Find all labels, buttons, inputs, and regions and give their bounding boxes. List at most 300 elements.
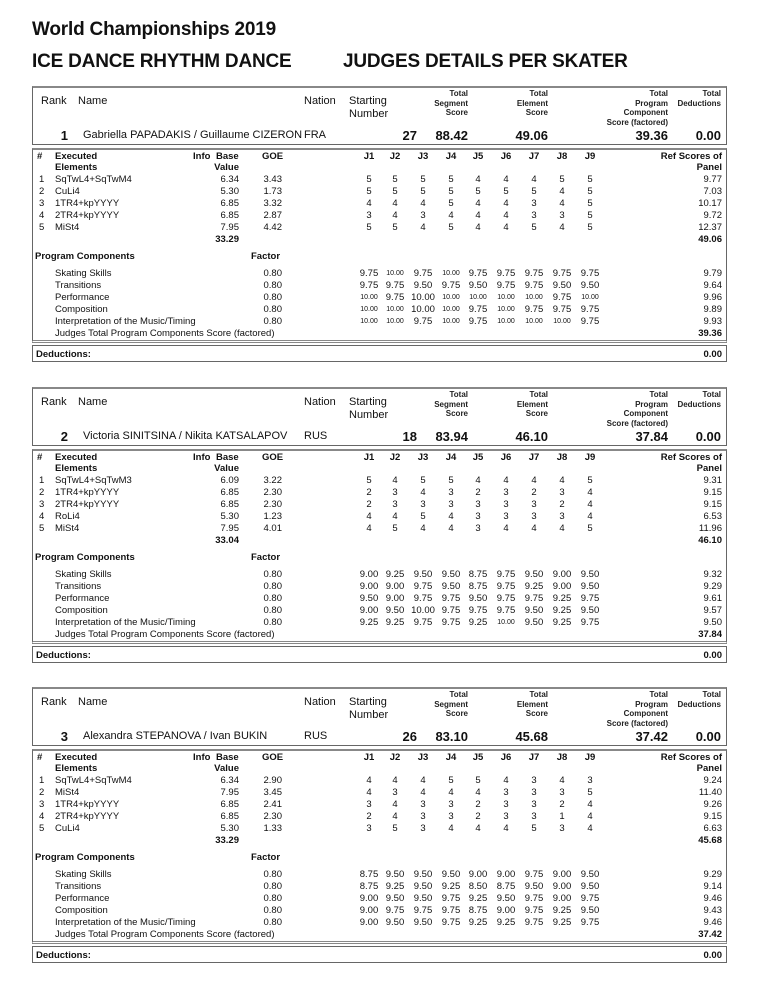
judge-goe-mark: 4 [475,174,481,185]
col-judge-header: J4 [445,452,457,463]
element-goe: 1.23 [263,511,282,522]
deductions-value: 0.00 [703,650,722,661]
element-number: 3 [39,198,45,209]
total-deductions: 0.00 [695,128,721,143]
judge-goe-mark: 3 [420,499,426,510]
judge-component-mark: 9.75 [580,593,600,604]
component-ref-score: 9.14 [703,881,722,892]
judge-component-mark: 9.25 [468,617,488,628]
judge-component-mark: 10.00 [581,294,599,301]
judge-goe-mark: 4 [420,787,426,798]
element-number: 3 [39,799,45,810]
element-number: 4 [39,511,45,522]
judge-component-mark: 9.00 [552,881,572,892]
judge-component-mark: 9.75 [413,593,433,604]
judge-goe-mark: 3 [392,499,398,510]
judge-goe-mark: 4 [559,775,565,786]
judge-goe-mark: 3 [503,811,509,822]
element-ref-score: 9.26 [703,799,722,810]
col-value-header: Value [214,162,239,173]
element-ref-score: 9.15 [703,499,722,510]
judge-goe-mark: 4 [503,475,509,486]
judge-component-mark: 9.75 [496,280,516,291]
ded-label-line2: Deductions [677,699,721,709]
judge-goe-mark: 5 [475,186,481,197]
judge-goe-mark: 5 [448,186,454,197]
judge-goe-mark: 5 [392,222,398,233]
judge-goe-mark: 4 [531,174,537,185]
judge-goe-mark: 3 [448,799,454,810]
component-factor: 0.80 [263,881,282,892]
judge-component-mark: 8.75 [359,869,379,880]
judge-component-mark: 9.75 [552,304,572,315]
tes-label [493,89,548,118]
judge-component-mark: 9.25 [552,605,572,616]
judge-component-mark: 9.75 [385,280,405,291]
judge-goe-mark: 4 [475,198,481,209]
program-components-header: Program Components [35,852,135,863]
element-name: SqTwL4+SqTwM4 [55,174,132,185]
element-goe: 2.30 [263,811,282,822]
judge-goe-mark: 5 [420,174,426,185]
col-panel-header: Panel [696,763,722,774]
judge-component-mark: 9.75 [468,304,488,315]
judge-goe-mark: 5 [366,222,372,233]
tss-label [413,690,468,719]
judge-component-mark: 9.50 [441,869,461,880]
judge-goe-mark: 3 [420,823,426,834]
skater-summary [32,687,727,746]
judge-component-mark: 9.25 [359,617,379,628]
col-base-header: Base [216,151,239,162]
ded-label-line1: Total [702,89,721,98]
judge-goe-mark: 3 [503,487,509,498]
col-judge-header: J3 [417,752,429,763]
judge-goe-mark: 4 [503,174,509,185]
col-judge-header: J5 [472,452,484,463]
judge-component-mark: 9.75 [524,893,544,904]
judge-component-mark: 9.25 [468,893,488,904]
tss-label-line1: Total [449,690,468,699]
element-name: 2TR4+kpYYYY [55,210,120,221]
deductions-row [32,946,727,963]
judge-goe-mark: 4 [448,823,454,834]
judge-goe-mark: 3 [448,487,454,498]
judge-goe-mark: 4 [366,523,372,534]
judge-goe-mark: 5 [420,475,426,486]
judge-goe-mark: 5 [587,222,593,233]
element-name: 2TR4+kpYYYY [55,499,120,510]
element-goe: 1.33 [263,823,282,834]
judge-goe-mark: 3 [531,787,537,798]
component-ref-score: 9.50 [703,617,722,628]
component-name: Skating Skills [55,268,112,279]
pcs-label-line2: Program [635,98,668,108]
program-components-header: Program Components [35,251,135,262]
judge-component-mark: 10.00 [497,306,515,313]
judge-component-mark: 9.50 [441,581,461,592]
judge-goe-mark: 2 [475,487,481,498]
judge-goe-mark: 4 [366,198,372,209]
col-judge-header: J9 [584,752,596,763]
ded-label-line2: Deductions [677,399,721,409]
judge-component-mark: 9.75 [524,280,544,291]
judge-component-mark: 9.50 [580,605,600,616]
col-goe-header: GOE [262,752,284,763]
element-name: SqTwL4+SqTwM3 [55,475,132,486]
pcs-label [583,390,668,428]
rank-value: 3 [60,729,68,744]
judge-component-mark: 9.75 [413,905,433,916]
judge-goe-mark: 5 [531,823,537,834]
judge-component-mark: 9.75 [468,268,488,279]
judge-component-mark: 9.75 [385,292,405,303]
element-base-value: 6.85 [220,499,239,510]
judge-goe-mark: 4 [559,198,565,209]
judge-goe-mark: 5 [392,174,398,185]
judge-component-mark: 9.75 [413,617,433,628]
ded-label-line1: Total [702,390,721,399]
tes-label [493,690,548,719]
col-judge-header: J1 [363,151,375,162]
component-name: Interpretation of the Music/Timing [55,316,196,327]
deductions-label: Deductions: [36,349,91,360]
judge-component-mark: 9.75 [413,268,433,279]
total-deductions: 0.00 [695,429,721,444]
element-ref-score: 7.03 [703,186,722,197]
col-num-header: # [37,452,43,463]
judge-component-mark: 10.00 [442,306,460,313]
starting-label: Starting [349,696,387,708]
judge-goe-mark: 4 [392,511,398,522]
judge-goe-mark: 5 [420,186,426,197]
judge-goe-mark: 3 [420,811,426,822]
judge-goe-mark: 3 [531,511,537,522]
judge-component-mark: 9.25 [552,905,572,916]
pcs-total: 39.36 [698,328,722,339]
ded-label-line1: Total [702,690,721,699]
tes-label-line3: Score [525,709,548,718]
judge-goe-mark: 3 [503,799,509,810]
tss-label [413,390,468,419]
event-title: World Championships 2019 [32,19,277,40]
judge-goe-mark: 3 [559,210,565,221]
component-factor: 0.80 [263,569,282,580]
col-ref-header: Ref Scores of [660,752,722,763]
col-value-header: Value [214,463,239,474]
judge-goe-mark: 5 [587,174,593,185]
judge-component-mark: 9.50 [524,617,544,628]
judge-component-mark: 9.00 [359,569,379,580]
element-goe: 4.01 [263,523,282,534]
element-name: CuLi4 [55,823,80,834]
judge-component-mark: 9.25 [385,617,405,628]
total-segment-score: 88.42 [435,128,468,143]
judge-goe-mark: 3 [503,787,509,798]
component-ref-score: 9.29 [703,869,722,880]
judge-goe-mark: 3 [559,787,565,798]
element-number: 1 [39,775,45,786]
judge-component-mark: 9.25 [468,917,488,928]
judge-goe-mark: 3 [531,799,537,810]
judge-goe-mark: 3 [475,499,481,510]
judge-component-mark: 10.00 [386,270,404,277]
element-name: SqTwL4+SqTwM4 [55,775,132,786]
judge-goe-mark: 4 [475,222,481,233]
judge-goe-mark: 3 [531,811,537,822]
judge-component-mark: 9.50 [580,905,600,916]
rank-label: Rank [41,396,67,408]
judge-component-mark: 9.50 [580,569,600,580]
judge-goe-mark: 5 [448,198,454,209]
judge-goe-mark: 5 [587,787,593,798]
element-base-value: 6.85 [220,811,239,822]
judge-component-mark: 10.00 [497,294,515,301]
tss-label-line3: Score [445,709,468,718]
judge-component-mark: 9.00 [359,905,379,916]
judge-component-mark: 9.50 [524,569,544,580]
judge-component-mark: 8.75 [468,905,488,916]
judge-component-mark: 9.00 [385,581,405,592]
judge-component-mark: 9.50 [580,881,600,892]
judge-goe-mark: 4 [559,186,565,197]
judge-component-mark: 10.00 [442,270,460,277]
element-base-value: 6.34 [220,174,239,185]
element-score-total: 49.06 [698,234,722,245]
judge-component-mark: 9.75 [580,268,600,279]
tes-label-line2: Element [516,98,548,108]
element-ref-score: 9.24 [703,775,722,786]
skater-summary [32,86,727,145]
judge-component-mark: 9.50 [552,280,572,291]
tss-label-line1: Total [449,390,468,399]
judge-component-mark: 9.25 [385,881,405,892]
judge-goe-mark: 4 [420,222,426,233]
judge-component-mark: 9.75 [496,605,516,616]
col-executed-header: Executed [55,752,98,763]
total-pcs: 39.36 [635,128,668,143]
judge-component-mark: 9.00 [385,593,405,604]
judge-goe-mark: 4 [587,811,593,822]
element-name: MiSt4 [55,787,80,798]
judge-goe-mark: 3 [366,799,372,810]
col-info-header: Info [193,752,211,763]
component-factor: 0.80 [263,905,282,916]
judges-total-pcs-label: Judges Total Program Components Score (factored) [55,328,275,339]
element-name: 1TR4+kpYYYY [55,487,120,498]
tes-label-line2: Element [516,699,548,709]
element-number: 5 [39,823,45,834]
judges-total-pcs-label: Judges Total Program Components Score (factored) [55,929,275,940]
component-ref-score: 9.61 [703,593,722,604]
judge-component-mark: 9.75 [580,917,600,928]
element-goe: 2.30 [263,487,282,498]
element-ref-score: 11.96 [698,523,722,534]
nation-value: RUS [304,430,328,442]
judge-component-mark: 9.75 [385,905,405,916]
judge-goe-mark: 2 [366,499,372,510]
total-deductions: 0.00 [695,729,721,744]
deductions-row [32,646,727,663]
deductions-label: Deductions: [36,650,91,661]
element-ref-score: 9.77 [703,174,722,185]
judge-component-mark: 9.50 [580,581,600,592]
judge-goe-mark: 3 [503,499,509,510]
component-factor: 0.80 [263,316,282,327]
judge-component-mark: 10.00 [411,605,435,616]
judge-component-mark: 9.50 [385,605,405,616]
judge-component-mark: 9.50 [524,881,544,892]
judge-goe-mark: 3 [420,799,426,810]
judge-component-mark: 9.75 [441,605,461,616]
element-goe: 3.22 [263,475,282,486]
judge-goe-mark: 4 [559,222,565,233]
judge-component-mark: 9.00 [496,905,516,916]
judge-component-mark: 9.75 [441,593,461,604]
judge-goe-mark: 4 [420,198,426,209]
col-elements-header: Elements [55,763,98,774]
judge-goe-mark: 5 [366,186,372,197]
deductions-value: 0.00 [703,950,722,961]
col-goe-header: GOE [262,452,284,463]
judge-goe-mark: 4 [475,210,481,221]
judge-goe-mark: 4 [559,523,565,534]
judge-goe-mark: 2 [475,799,481,810]
col-judge-header: J8 [556,452,568,463]
judge-goe-mark: 5 [448,222,454,233]
element-goe: 3.45 [263,787,282,798]
component-factor: 0.80 [263,304,282,315]
component-name: Skating Skills [55,869,112,880]
segment-title: ICE DANCE RHYTHM DANCE [32,51,292,72]
judge-goe-mark: 5 [587,523,593,534]
total-segment-score: 83.10 [435,729,468,744]
pcs-label-line4: Score (factored) [606,418,668,428]
element-score-total: 45.68 [698,835,722,846]
judge-component-mark: 9.75 [524,869,544,880]
judge-component-mark: 9.75 [580,893,600,904]
judge-goe-mark: 3 [392,487,398,498]
judge-goe-mark: 4 [475,475,481,486]
component-ref-score: 9.96 [703,292,722,303]
col-info-header: Info [193,151,211,162]
judge-component-mark: 8.75 [359,881,379,892]
judge-goe-mark: 3 [559,511,565,522]
tss-label-line2: Segment [434,399,468,409]
judge-component-mark: 9.75 [496,581,516,592]
judge-component-mark: 9.00 [359,581,379,592]
judge-goe-mark: 5 [392,823,398,834]
judge-component-mark: 9.50 [496,893,516,904]
judge-component-mark: 9.50 [413,869,433,880]
judge-goe-mark: 4 [448,523,454,534]
starting-number: 27 [402,128,417,143]
col-judge-header: J3 [417,452,429,463]
number-label: Number [349,409,389,421]
element-goe: 2.30 [263,499,282,510]
col-judge-header: J2 [389,452,401,463]
component-name: Performance [55,292,110,303]
col-value-header: Value [214,763,239,774]
element-base-value: 5.30 [220,186,239,197]
number-label: Number [349,709,389,721]
deductions-label [663,89,721,108]
col-judge-header: J1 [363,752,375,763]
judge-goe-mark: 5 [448,475,454,486]
total-element-score: 49.06 [515,128,548,143]
element-goe: 3.32 [263,198,282,209]
component-name: Skating Skills [55,569,112,580]
judge-component-mark: 9.50 [580,869,600,880]
element-ref-score: 6.53 [703,511,722,522]
judge-goe-mark: 3 [587,775,593,786]
base-value-total: 33.29 [215,835,239,846]
judge-goe-mark: 5 [366,475,372,486]
judge-component-mark: 10.00 [525,318,543,325]
judge-component-mark: 9.75 [441,905,461,916]
col-judge-header: J3 [417,151,429,162]
element-number: 4 [39,210,45,221]
factor-header: Factor [251,251,281,262]
judge-goe-mark: 4 [587,487,593,498]
judge-goe-mark: 4 [587,511,593,522]
judge-component-mark: 9.75 [441,617,461,628]
element-number: 3 [39,499,45,510]
judge-goe-mark: 3 [475,511,481,522]
element-number: 2 [39,487,45,498]
judge-component-mark: 9.00 [359,917,379,928]
element-number: 1 [39,174,45,185]
judge-goe-mark: 3 [531,210,537,221]
element-ref-score: 9.15 [703,811,722,822]
judge-goe-mark: 5 [475,775,481,786]
judge-goe-mark: 2 [475,811,481,822]
judge-component-mark: 9.25 [552,593,572,604]
judge-goe-mark: 4 [503,198,509,209]
program-components-header: Program Components [35,552,135,563]
col-num-header: # [37,752,43,763]
component-factor: 0.80 [263,605,282,616]
component-factor: 0.80 [263,893,282,904]
element-ref-score: 11.40 [698,787,722,798]
judge-goe-mark: 5 [366,174,372,185]
element-name: MiSt4 [55,222,80,233]
col-judge-header: J9 [584,452,596,463]
component-name: Composition [55,605,108,616]
col-elements-header: Elements [55,463,98,474]
judge-component-mark: 9.50 [385,917,405,928]
judge-component-mark: 9.50 [413,280,433,291]
deductions-value: 0.00 [703,349,722,360]
pcs-label [583,89,668,127]
pcs-label-line3: Component [623,409,668,418]
judge-component-mark: 9.75 [524,593,544,604]
judge-component-mark: 9.00 [552,569,572,580]
tss-label-line3: Score [445,409,468,418]
factor-header: Factor [251,852,281,863]
judge-component-mark: 9.50 [413,881,433,892]
judge-goe-mark: 4 [448,787,454,798]
judge-component-mark: 9.50 [413,893,433,904]
pcs-label [583,690,668,728]
judge-component-mark: 9.75 [441,917,461,928]
judge-component-mark: 9.75 [496,593,516,604]
element-number: 1 [39,475,45,486]
tes-label-line1: Total [529,690,548,699]
component-name: Transitions [55,581,102,592]
element-base-value: 5.30 [220,823,239,834]
judge-goe-mark: 4 [392,775,398,786]
